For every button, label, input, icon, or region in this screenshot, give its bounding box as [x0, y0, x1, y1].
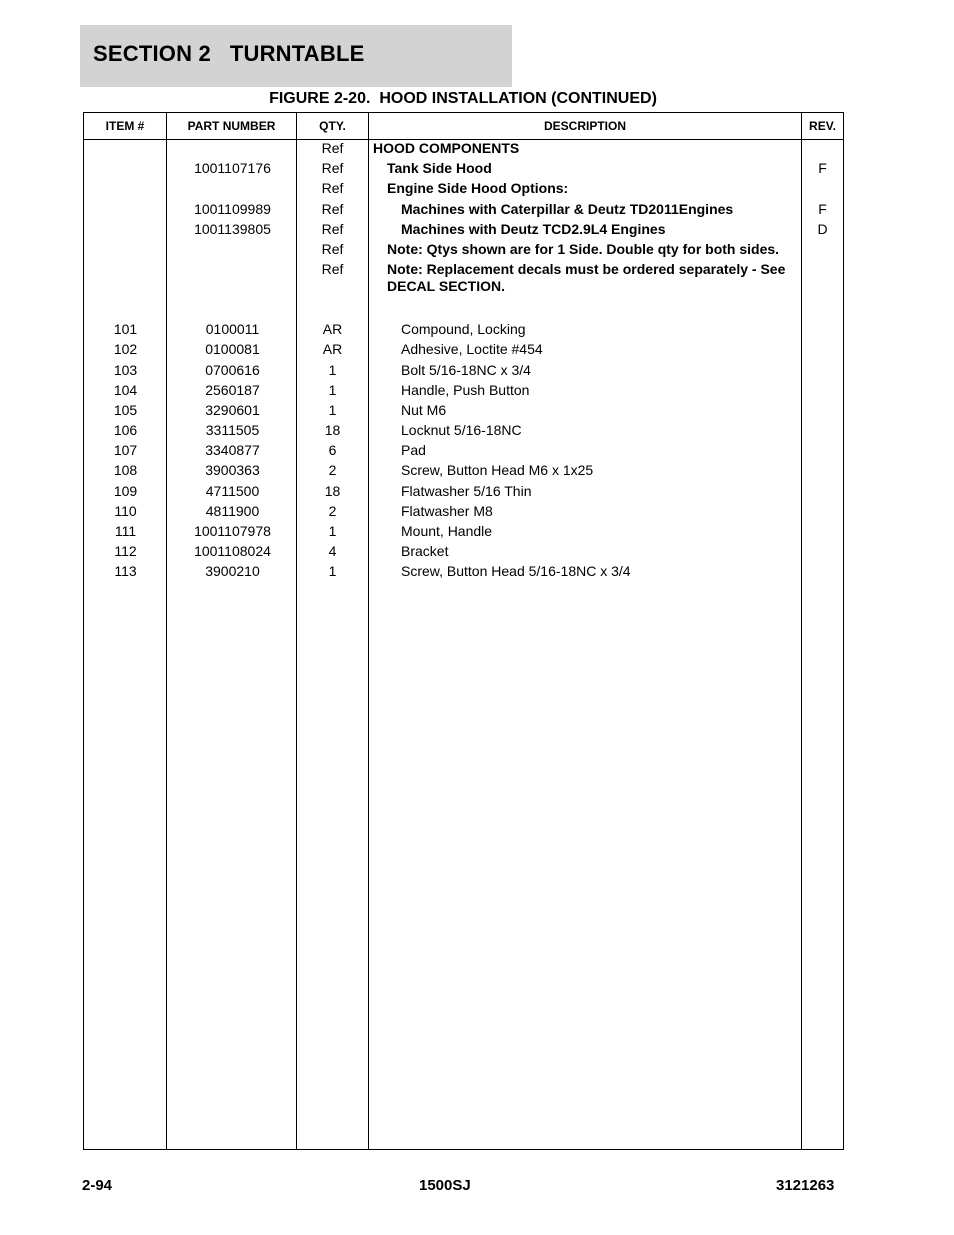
part-number: 1001109989	[194, 200, 271, 217]
description: Locknut 5/16-18NC	[401, 422, 522, 439]
description: Bolt 5/16-18NC x 3/4	[401, 361, 531, 378]
description: Machines with Deutz TCD2.9L4 Engines	[401, 220, 666, 237]
part-number: 4711500	[205, 482, 260, 499]
description: Flatwasher M8	[401, 502, 493, 519]
description: Machines with Caterpillar & Deutz TD2011Engines	[401, 200, 734, 217]
quantity: 2	[328, 502, 337, 519]
table-row	[84, 140, 843, 160]
item-number: 105	[113, 401, 138, 418]
part-number: 4811900	[205, 502, 260, 519]
quantity: Ref	[321, 160, 344, 177]
item-number: 109	[113, 482, 138, 499]
revision: D	[817, 220, 828, 237]
table-row	[84, 201, 843, 221]
description: Note: Qtys shown are for 1 Side. Double qty for both sides.	[387, 240, 780, 257]
quantity: 4	[328, 543, 337, 560]
quantity: 1	[328, 563, 337, 580]
item-number: 108	[113, 462, 138, 479]
table-row	[84, 402, 843, 422]
part-number: 1001108024	[194, 543, 271, 560]
quantity: Ref	[321, 140, 344, 156]
quantity: Ref	[321, 200, 344, 217]
description: Pad	[401, 442, 426, 459]
quantity: 1	[328, 381, 337, 398]
part-number: 3900210	[205, 563, 260, 580]
item-number: 101	[113, 321, 138, 338]
quantity: 2	[328, 462, 337, 479]
item-number: 107	[113, 442, 138, 459]
parts-table	[83, 112, 844, 1150]
quantity: 1	[328, 401, 337, 418]
item-number: 110	[114, 502, 137, 519]
page-number: 2-94	[82, 1177, 113, 1194]
part-number: 1001107978	[194, 523, 271, 539]
part-number: 1001107176	[194, 160, 271, 177]
model-number: 1500SJ	[419, 1177, 471, 1194]
table-row	[84, 180, 843, 200]
table-row	[84, 321, 843, 341]
quantity: Ref	[321, 220, 344, 237]
quantity: Ref	[321, 180, 344, 197]
item-number: 103	[113, 361, 138, 378]
quantity: Ref	[321, 240, 344, 257]
description: Adhesive, Loctite #454	[401, 341, 543, 358]
column-header-description: DESCRIPTION	[543, 119, 626, 133]
description: Bracket	[401, 543, 449, 560]
quantity: Ref	[321, 261, 344, 278]
description: Mount, Handle	[401, 523, 493, 539]
document-number: 3121263	[776, 1177, 835, 1194]
part-number: 0100011	[205, 321, 260, 338]
description: Compound, Locking	[401, 321, 526, 338]
figure-title: FIGURE 2-20. HOOD INSTALLATION (CONTINUED)	[269, 90, 657, 107]
table-row	[84, 422, 843, 442]
column-header-part-number: PART NUMBER	[187, 119, 276, 133]
quantity: AR	[322, 321, 343, 338]
item-number: 102	[113, 341, 138, 358]
part-number: 2560187	[205, 381, 260, 398]
quantity: 1	[328, 523, 337, 539]
part-number: 3900363	[205, 462, 260, 479]
part-number: 0700616	[205, 361, 260, 378]
description: Flatwasher 5/16 Thin	[401, 482, 532, 499]
row-spacer	[84, 298, 843, 321]
part-number: 3290601	[205, 401, 260, 418]
quantity: 18	[324, 422, 341, 439]
table-row	[84, 241, 843, 261]
part-number: 3311505	[205, 422, 260, 439]
table-row	[84, 341, 843, 361]
table-row	[84, 261, 843, 298]
item-number: 113	[114, 563, 137, 580]
table-row	[84, 221, 843, 241]
section-title: SECTION 2 TURNTABLE	[93, 41, 365, 66]
quantity: 1	[328, 361, 337, 378]
description: Handle, Push Button	[401, 381, 530, 398]
table-body	[84, 140, 843, 584]
table-row	[84, 462, 843, 482]
part-number: 3340877	[205, 442, 260, 459]
quantity: AR	[322, 341, 343, 358]
part-number: 0100081	[205, 341, 260, 358]
revision: F	[818, 200, 827, 217]
table-row	[84, 483, 843, 503]
item-number: 111	[114, 523, 137, 539]
part-number: 1001139805	[194, 220, 271, 237]
column-header-qty: QTY.	[319, 119, 346, 133]
item-number: 112	[114, 543, 137, 560]
description: Nut M6	[401, 401, 447, 418]
section-banner	[80, 25, 512, 87]
revision: F	[818, 160, 827, 177]
quantity: 18	[324, 482, 341, 499]
table-row	[84, 523, 843, 543]
table-row	[84, 382, 843, 402]
description: Note: Replacement decals must be ordered separately - See DECAL SECTION.	[387, 261, 786, 294]
description: Screw, Button Head M6 x 1x25	[401, 462, 594, 479]
item-number: 106	[113, 422, 138, 439]
table-row	[84, 503, 843, 523]
column-header-item: ITEM #	[105, 119, 145, 133]
table-row	[84, 543, 843, 563]
table-row	[84, 442, 843, 462]
table-row	[84, 563, 843, 583]
column-header-rev: REV.	[809, 119, 836, 133]
quantity: 6	[328, 442, 337, 459]
table-row	[84, 160, 843, 180]
item-number: 104	[113, 381, 138, 398]
table-row	[84, 362, 843, 382]
description: Screw, Button Head 5/16-18NC x 3/4	[401, 563, 631, 580]
description: HOOD COMPONENTS	[373, 140, 520, 156]
description: Tank Side Hood	[387, 160, 492, 177]
description: Engine Side Hood Options:	[387, 180, 569, 197]
